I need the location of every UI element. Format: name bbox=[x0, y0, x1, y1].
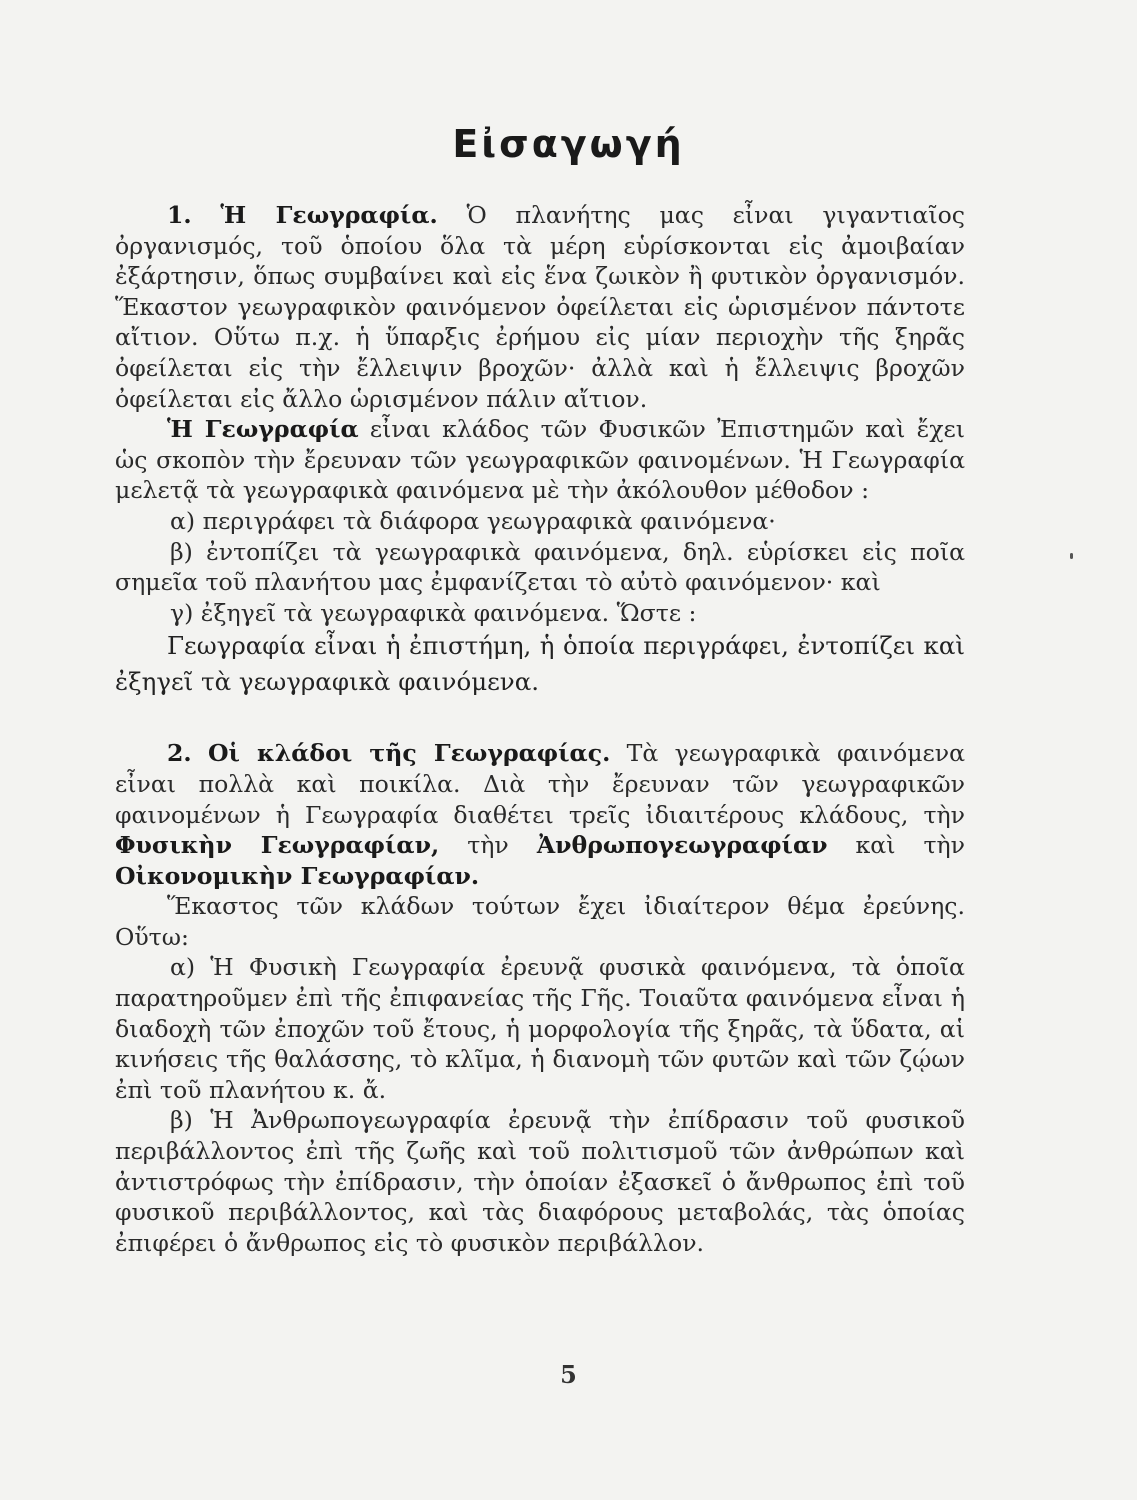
page-body bbox=[115, 200, 965, 1258]
section-1-paragraph bbox=[115, 200, 965, 414]
geography-term: Ἡ Γεωγραφία bbox=[167, 415, 359, 444]
geography-definition-paragraph bbox=[115, 414, 965, 506]
section-2-heading: Οἱ κλάδοι τῆς Γεωγραφίας. bbox=[208, 739, 611, 768]
page-title: Εἰσαγωγή bbox=[452, 122, 685, 166]
connector-text-2: καὶ τὴν bbox=[855, 831, 966, 860]
geography-definition: Γεωγραφία εἶναι ἡ ἐπιστήμη, ἡ ὁποία περιγράφει, ἐντοπίζει καὶ ἐξηγεῖ τὰ γεωγραφικὰ φαινόμενα. bbox=[115, 631, 965, 697]
method-item-c: γ) ἐξηγεῖ τὰ γεωγραφικὰ φαινόμενα. Ὥστε : bbox=[170, 598, 697, 627]
section-2-text: Τὰ γεωγραφικὰ φαινόμενα εἶναι πολλὰ καὶ ποικίλα. Διὰ τὴν ἔρευναν τῶν γεωγραφικῶν φαινομένων ἡ Γεωγραφία διαθέτει τρεῖς ἰδιαιτέρους κλάδους, τὴν bbox=[115, 739, 966, 829]
geography-description: εἶναι κλάδος τῶν Φυσικῶν Ἐπιστημῶν καὶ ἔχει ὡς σκοπὸν τὴν ἔρευναν τῶν γεωγραφικῶν φαινομένων. Ἡ Γεωγραφία μελετᾷ τὰ γεωγραφικὰ φαινόμενα μὲ τὴν ἀκόλουθον μέθοδον : bbox=[115, 415, 966, 505]
section-2-paragraph bbox=[115, 738, 965, 891]
page-speck bbox=[1070, 553, 1073, 559]
connector-text-1: τὴν bbox=[467, 831, 509, 860]
method-item-b: β) ἐντοπίζει τὰ γεωγραφικὰ φαινόμενα, δηλ. εὑρίσκει εἰς ποῖα σημεῖα τοῦ πλανήτου μας ἐμφανίζεται τὸ αὐτὸ φαινόμενον· καὶ bbox=[115, 537, 965, 597]
branch-economic: Οἰκονομικὴν Γεωγραφίαν. bbox=[115, 861, 480, 890]
section-1-text: Ὁ πλανήτης μας εἶναι γιγαντιαῖος ὀργανισμός, τοῦ ὁποίου ὅλα τὰ μέρη εὑρίσκονται εἰς ἀμοιβαίαν ἐξάρτησιν, ὅπως συμβαίνει καὶ εἰς ἕνα ζωικὸν ἢ φυτικὸν ὀργανισμόν. Ἕκαστον γεωγραφικὸν φαινόμενον ὀφείλεται εἰς ὡρισμένον πάντοτε αἴτιον. Οὕτω π.χ. ἡ ὕπαρξις ἐρήμου εἰς μίαν περιοχὴν τῆς ξηρᾶς ὀφείλεται εἰς τὴν ἔλλειψιν βροχῶν· ἀλλὰ καὶ ἡ ἔλλειψις βροχῶν ὀφείλεται εἰς ἄλλο ὡρισμένον πάλιν αἴτιον. bbox=[115, 201, 965, 413]
method-item-a: α) περιγράφει τὰ διάφορα γεωγραφικὰ φαινόμενα· bbox=[170, 506, 776, 535]
branch-item-a: α) Ἡ Φυσικὴ Γεωγραφία ἐρευνᾷ φυσικὰ φαινόμενα, τὰ ὁποῖα παρατηροῦμεν ἐπὶ τῆς ἐπιφανείας τῆς Γῆς. Τοιαῦτα φαινόμενα εἶναι ἡ διαδοχὴ τῶν ἐποχῶν τοῦ ἔτους, ἡ μορφολογία τῆς ξηρᾶς, τὰ ὕδατα, αἱ κινήσεις τῆς θαλάσσης, τὸ κλῖμα, ἡ διανομὴ τῶν φυτῶν καὶ τῶν ζῴων ἐπὶ τοῦ πλανήτου κ. ἄ. bbox=[115, 953, 965, 1104]
branch-human: Ἀνθρωπογεωγραφίαν bbox=[536, 831, 828, 860]
section-2-intro: Ἕκαστος τῶν κλάδων τούτων ἔχει ἰδιαίτερον θέμα ἐρεύνης. Οὕτω: bbox=[115, 892, 965, 951]
branch-physical: Φυσικὴν Γεωγραφίαν, bbox=[115, 831, 440, 860]
section-1-heading: Ἡ Γεωγραφία. bbox=[220, 201, 438, 229]
page-number: 5 bbox=[560, 1360, 577, 1389]
section-1-number: 1. bbox=[167, 201, 192, 229]
section-2-number: 2. bbox=[167, 739, 192, 768]
branch-item-b: β) Ἡ Ἀνθρωπογεωγραφία ἐρευνᾷ τὴν ἐπίδρασιν τοῦ φυσικοῦ περιβάλλοντος ἐπὶ τῆς ζωῆς καὶ τοῦ πολιτισμοῦ τῶν ἀνθρώπων καὶ ἀντιστρόφως τὴν ἐπίδρασιν, τὴν ὁποίαν ἐξασκεῖ ὁ ἄνθρωπος ἐπὶ τοῦ φυσικοῦ περιβάλλοντος, καὶ τὰς διαφόρους μεταβολάς, τὰς ὁποίας ἐπιφέρει ὁ ἄνθρωπος εἰς τὸ φυσικὸν περιβάλλον. bbox=[115, 1106, 965, 1257]
